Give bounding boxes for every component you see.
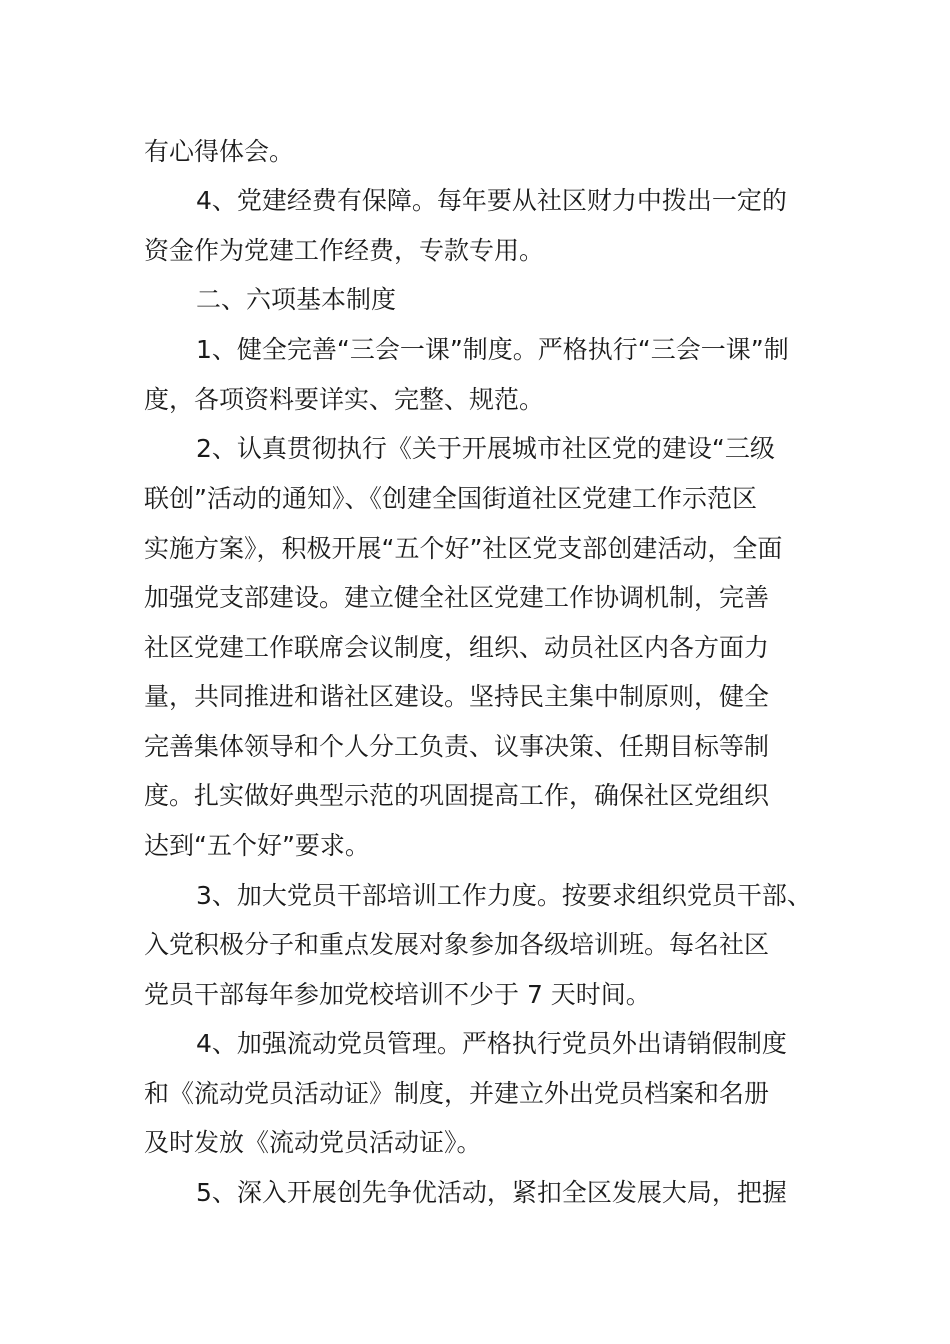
- text-line: 入党积极分子和重点发展对象参加各级培训班。每名社区: [144, 930, 770, 959]
- text-line: 联创”活动的通知》、《创建全国街道社区党建工作示范区: [144, 484, 757, 513]
- text-line: 和《流动党员活动证》制度，并建立外出党员档案和名册: [144, 1079, 770, 1108]
- text-line: 资金作为党建工作经费，专款专用。: [144, 236, 545, 265]
- text-line: 度。扎实做好典型示范的巩固提高工作，确保社区党组织: [144, 781, 770, 810]
- text-line: 5、深入开展创先争优活动，紧扣全区发展大局，把握: [196, 1178, 787, 1207]
- text-line: 加强党支部建设。建立健全社区党建工作协调机制，完善: [144, 583, 770, 612]
- text-line: 4、加强流动党员管理。严格执行党员外出请销假制度: [196, 1029, 787, 1058]
- section-heading: 二、六项基本制度: [196, 285, 397, 314]
- text-line: 有心得体会。: [144, 137, 295, 166]
- text-line: 1、健全完善“三会一课”制度。严格执行“三会一课”制: [196, 335, 789, 364]
- text-line: 量，共同推进和谐社区建设。坚持民主集中制原则，健全: [144, 682, 770, 711]
- text-line: 党员干部每年参加党校培训不少于 7 天时间。: [144, 980, 651, 1009]
- text-line: 及时发放《流动党员活动证》。: [144, 1128, 482, 1157]
- text-line: 社区党建工作联席会议制度，组织、动员社区内各方面力: [144, 633, 770, 662]
- text-line: 度，各项资料要详实、完整、规范。: [144, 385, 545, 414]
- text-line: 3、加大党员干部培训工作力度。按要求组织党员干部、: [196, 881, 812, 910]
- text-line: 完善集体领导和个人分工负责、议事决策、任期目标等制: [144, 732, 770, 761]
- text-line: 2、认真贯彻执行《关于开展城市社区党的建设“三级: [196, 434, 775, 463]
- text-line: 实施方案》，积极开展“五个好”社区党支部创建活动，全面: [144, 534, 783, 563]
- text-line: 达到“五个好”要求。: [144, 831, 370, 860]
- text-line: 4、党建经费有保障。每年要从社区财力中拨出一定的: [196, 186, 787, 215]
